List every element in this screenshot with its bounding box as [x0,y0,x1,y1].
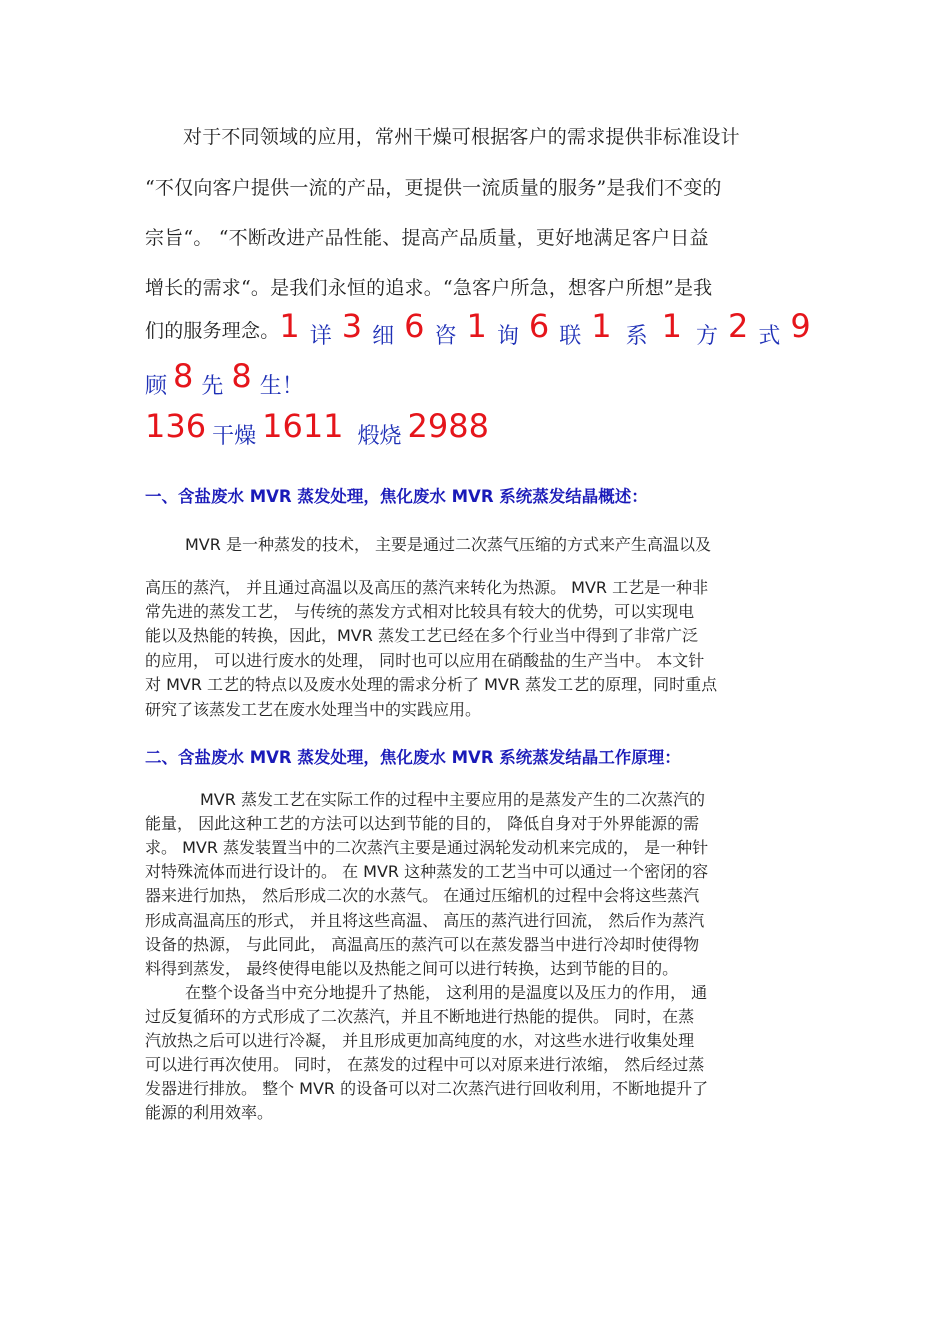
contact-word: 系 [625,324,648,349]
section-2-line-9: 在整个设备当中充分地提升了热能， 这利用的是温度以及压力的作用， 通 [185,983,708,1002]
section-1-line-6: 对 MVR 工艺的特点以及废水处理的需求分析了 MVR 蒸发工艺的原理，同时重点 [145,675,718,694]
intro-line-1: 对于不同领域的应用，常州干燥可根据客户的需求提供非标准设计 [183,126,740,148]
section-2-line-11: 汽放热之后可以进行冷凝， 并且形成更加高纯度的水，对这些水进行收集处理 [145,1031,695,1050]
contact-row-1 [145,306,811,361]
section-1-heading: 一、含盐废水 MVR 蒸发处理，焦化废水 MVR 系统蒸发结晶概述： [145,487,648,506]
contact-word: 先 [201,374,224,399]
section-2-line-4: 对特殊流体而进行设计的。 在 MVR 这种蒸发的工艺当中可以通过一个密闭的容 [145,862,709,881]
section-2-line-12: 可以进行再次使用。 同时， 在蒸发的过程中可以对原来进行浓缩， 然后经过蒸 [145,1055,705,1074]
contact-digit: 6 [404,307,425,345]
contact-word: 顾 [145,374,168,399]
contact-row-2 [145,356,304,411]
contact-digit: 1 [466,307,487,345]
intro-line-4: 增长的需求“。是我们永恒的追求。“急客户所急，想客户所想”是我 [145,277,713,299]
contact-digit: 1 [279,307,300,345]
section-1-line-2: 高压的蒸汽， 并且通过高温以及高压的蒸汽来转化为热源。 MVR 工艺是一种非 [145,578,709,597]
contact-digit: 1 [661,307,683,345]
section-2-line-5: 器来进行加热， 然后形成二次的水蒸气。 在通过压缩机的过程中会将这些蒸汽 [145,886,700,905]
intro-line-3: 宗旨“。 “不断改进产品性能、提高产品质量，更好地满足客户日益 [145,227,709,249]
section-1-line-3: 常先进的蒸发工艺， 与传统的蒸发方式相对比较具有较大的优势，可以实现电 [145,602,695,621]
section-2-line-13: 发器进行排放。 整个 MVR 的设备可以对二次蒸汽进行回收利用，不断地提升了 [145,1079,709,1098]
intro-line-5: 们的服务理念。 [145,320,280,342]
section-1-line-7: 研究了该蒸发工艺在废水处理当中的实践应用。 [145,700,482,719]
contact-digit: 2 [728,307,749,345]
contact-word: 详 [309,324,332,349]
contact-row-3 [145,406,489,461]
section-2-line-8: 料得到蒸发， 最终使得电能以及热能之间可以进行转换，达到节能的目的。 [145,959,679,978]
contact-digit: 3 [341,307,363,345]
contact-word: 式 [758,324,781,349]
section-2-line-6: 形成高温高压的形式， 并且将这些高温、 高压的蒸汽进行回流， 然后作为蒸汽 [145,911,705,930]
contact-word: 询 [496,324,519,349]
contact-word: 联 [559,324,582,349]
section-1-line-5: 的应用， 可以进行废水的处理， 同时也可以应用在硝酸盐的生产当中。 本文针 [145,651,705,670]
section-1-line-4: 能以及热能的转换，因此，MVR 蒸发工艺已经在多个行业当中得到了非常广泛 [145,626,698,645]
contact-word: 生！ [259,374,304,399]
contact-word: 干燥 [212,424,257,449]
contact-digit: 6 [528,307,550,345]
contact-digit: 8 [173,357,194,395]
section-2-line-1: MVR 蒸发工艺在实际工作的过程中主要应用的是蒸发产生的二次蒸汽的 [200,790,705,809]
contact-number: 1611 [262,407,344,445]
contact-number: 2988 [407,407,489,445]
contact-word: 细 [372,324,395,349]
contact-word: 咨 [434,324,457,349]
contact-digit: 1 [591,307,612,345]
intro-line-2: “不仅向客户提供一流的产品，更提供一流质量的服务”是我们不变的 [145,177,722,199]
section-2-heading: 二、含盐废水 MVR 蒸发处理，焦化废水 MVR 系统蒸发结晶工作原理： [145,748,681,767]
contact-number: 136 [145,407,207,445]
section-2-line-2: 能量， 因此这种工艺的方法可以达到节能的目的， 降低自身对于外界能源的需 [145,814,700,833]
section-2-line-14: 能源的利用效率。 [145,1103,274,1122]
section-1-line-1: MVR 是一种蒸发的技术， 主要是通过二次蒸气压缩的方式来产生高温以及 [185,535,712,554]
contact-word: 方 [696,324,719,349]
contact-word: 煅烧 [357,424,402,449]
section-2-line-10: 过反复循环的方式形成了二次蒸汽，并且不断地进行热能的提供。 同时，在蒸 [145,1007,695,1026]
contact-digit: 9 [790,307,811,345]
contact-digit: 8 [231,357,252,395]
section-2-line-7: 设备的热源， 与此同此， 高温高压的蒸汽可以在蒸发器当中进行冷却时使得物 [145,935,700,954]
section-2-line-3: 求。 MVR 蒸发装置当中的二次蒸汽主要是通过涡轮发动机来完成的， 是一种针 [145,838,709,857]
